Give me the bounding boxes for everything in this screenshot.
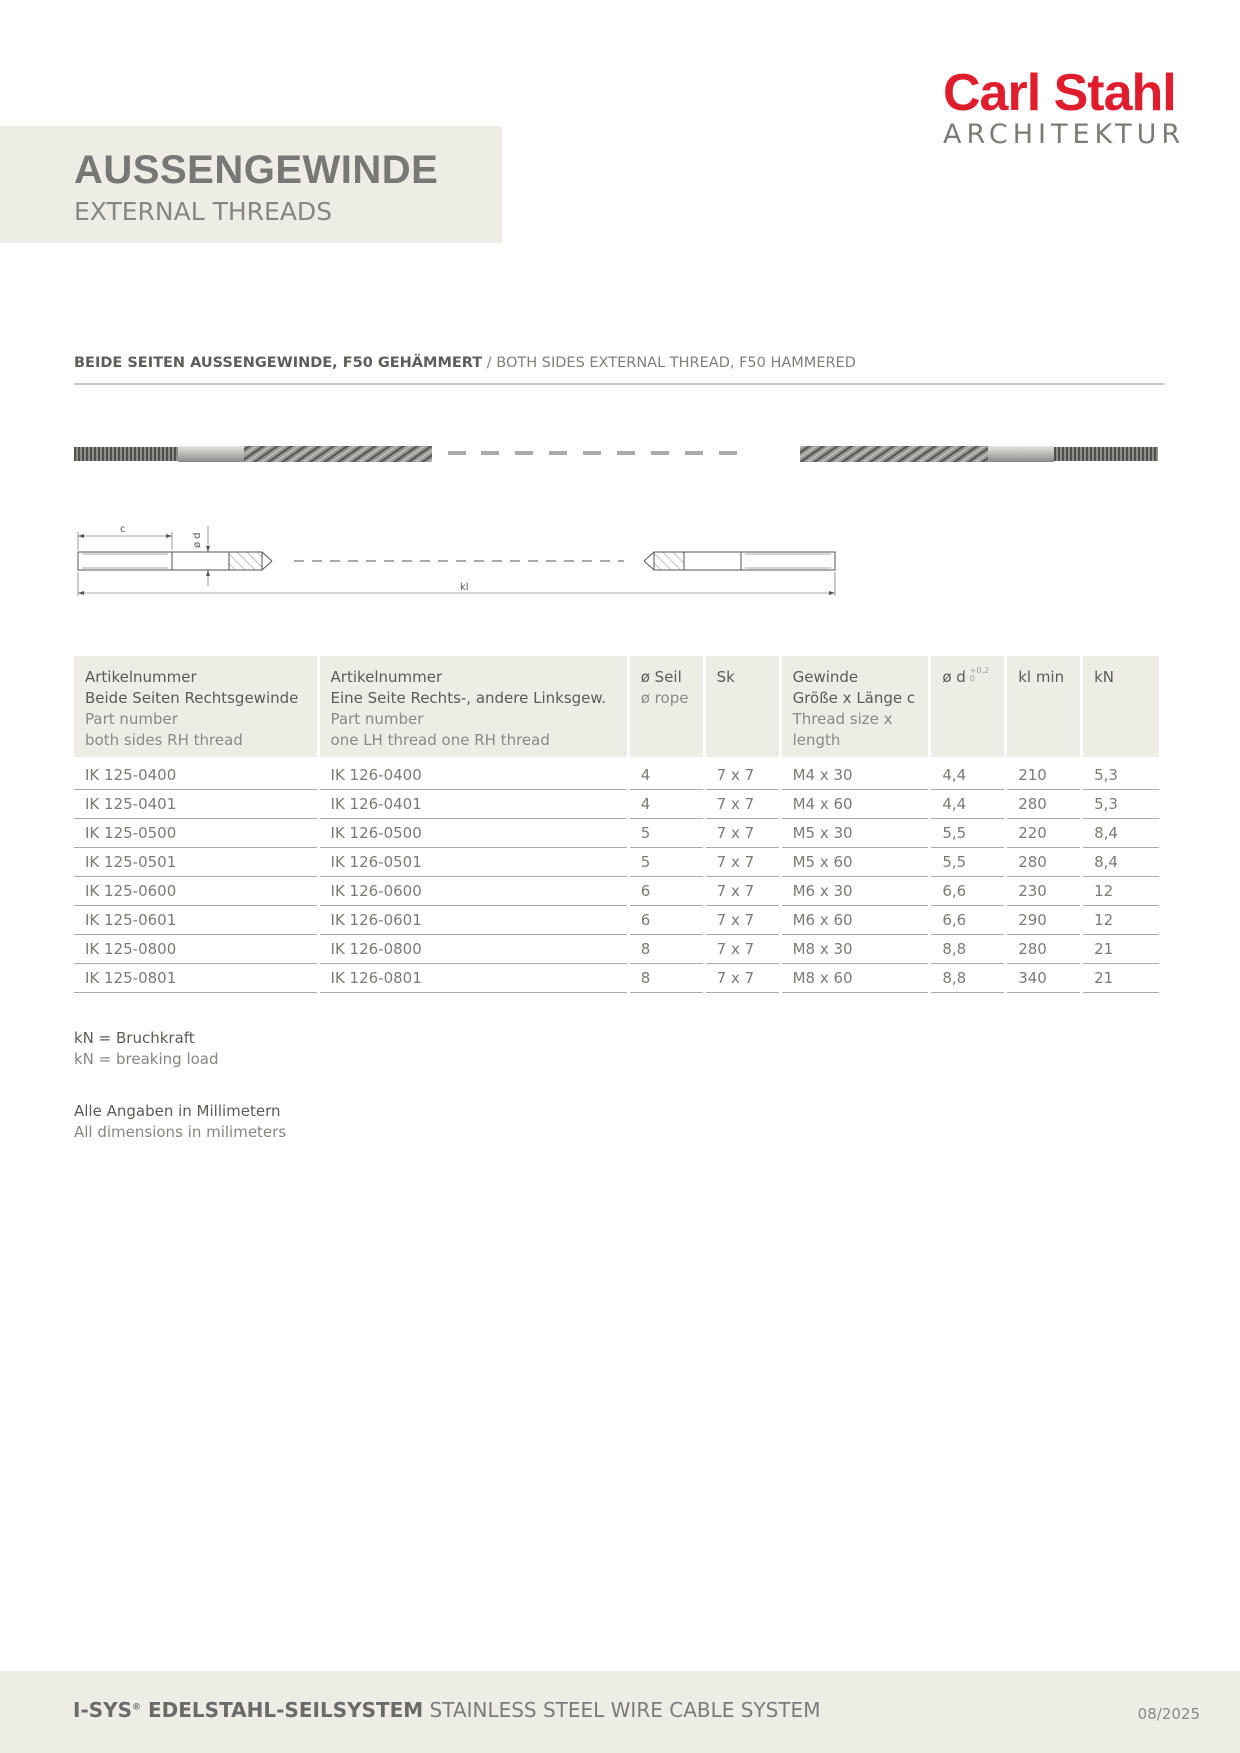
table-cell: 21 <box>1083 964 1159 993</box>
table-cell: IK 126-0600 <box>320 877 627 906</box>
table-cell: 7 x 7 <box>706 757 779 790</box>
column-header-en: Part number both sides RH thread <box>85 710 243 749</box>
section-heading <box>74 355 1165 385</box>
table-row <box>74 935 1159 964</box>
column-header <box>320 656 627 757</box>
table-cell: 5 <box>630 819 703 848</box>
table-cell: 8,4 <box>1083 819 1159 848</box>
table-cell: IK 126-0801 <box>320 964 627 993</box>
note-dimensions <box>74 1101 286 1143</box>
table-cell: 7 x 7 <box>706 848 779 877</box>
table-cell: IK 125-0500 <box>74 819 317 848</box>
table-cell: 7 x 7 <box>706 935 779 964</box>
note-en: All dimensions in milimeters <box>74 1123 287 1141</box>
table-cell: IK 125-0400 <box>74 757 317 790</box>
note-breaking-load <box>74 1028 219 1070</box>
footer-title <box>73 1698 820 1722</box>
tolerance-upper: +0,2 <box>969 666 990 675</box>
dim-c-label: c <box>120 524 126 535</box>
table-cell: 280 <box>1007 848 1080 877</box>
table-cell: M4 x 60 <box>782 790 929 819</box>
table-cell: 4 <box>630 790 703 819</box>
table-cell: 230 <box>1007 877 1080 906</box>
logo-subtitle: ARCHITEKTUR <box>943 119 1186 150</box>
column-header-de: Artikelnummer Eine Seite Rechts-, andere Linksgew. <box>330 668 607 707</box>
table-cell: 5 <box>630 848 703 877</box>
table-cell: 280 <box>1007 790 1080 819</box>
table-cell: IK 125-0600 <box>74 877 317 906</box>
note-de: Alle Angaben in Millimetern <box>74 1102 281 1120</box>
table-row <box>74 906 1159 935</box>
table-cell: M4 x 30 <box>782 757 929 790</box>
table-cell: IK 126-0501 <box>320 848 627 877</box>
table-cell: 5,5 <box>931 848 1004 877</box>
table-cell: M5 x 60 <box>782 848 929 877</box>
column-header-en: Part number one LH thread one RH thread <box>330 710 550 749</box>
table-cell: 21 <box>1083 935 1159 964</box>
note-de: kN = Bruchkraft <box>74 1029 195 1047</box>
table-cell: IK 126-0400 <box>320 757 627 790</box>
table-cell: 4,4 <box>931 790 1004 819</box>
table-cell: 8 <box>630 964 703 993</box>
table-cell: 7 x 7 <box>706 906 779 935</box>
table-cell: 7 x 7 <box>706 819 779 848</box>
cable-product-image <box>74 440 1166 466</box>
table-cell: M8 x 60 <box>782 964 929 993</box>
footer <box>0 1671 1240 1753</box>
footer-brand: I-SYS <box>73 1698 133 1722</box>
table-cell: IK 125-0601 <box>74 906 317 935</box>
table-cell: 8 <box>630 935 703 964</box>
table-cell: M6 x 30 <box>782 877 929 906</box>
page-subtitle: EXTERNAL THREADS <box>74 197 333 226</box>
page-title: AUSSENGEWINDE <box>74 148 439 192</box>
footer-english: STAINLESS STEEL WIRE CABLE SYSTEM <box>423 1698 821 1722</box>
table-cell: 340 <box>1007 964 1080 993</box>
column-header <box>1007 656 1080 757</box>
column-header <box>1083 656 1159 757</box>
table-cell: M6 x 60 <box>782 906 929 935</box>
table-cell: 220 <box>1007 819 1080 848</box>
column-header-de: kN <box>1094 668 1115 686</box>
column-header <box>706 656 779 757</box>
table-cell: 4 <box>630 757 703 790</box>
column-header <box>74 656 317 757</box>
column-header-en: Thread size x length <box>792 710 893 749</box>
column-header <box>931 656 1004 757</box>
column-header-de: kl min <box>1018 668 1065 686</box>
table-cell: IK 125-0800 <box>74 935 317 964</box>
tolerance-label <box>970 667 989 683</box>
column-header <box>782 656 929 757</box>
table-cell: IK 125-0801 <box>74 964 317 993</box>
section-heading-en: / BOTH SIDES EXTERNAL THREAD, F50 HAMMERED <box>482 355 856 371</box>
table-cell: 8,8 <box>931 964 1004 993</box>
table-cell: 8,4 <box>1083 848 1159 877</box>
tolerance-lower: 0 <box>969 674 975 683</box>
table-cell: IK 125-0501 <box>74 848 317 877</box>
table-cell: IK 126-0401 <box>320 790 627 819</box>
footer-registered-mark: ® <box>132 1702 142 1713</box>
table-cell: 7 x 7 <box>706 964 779 993</box>
column-header <box>630 656 703 757</box>
table-cell: M8 x 30 <box>782 935 929 964</box>
title-panel <box>0 126 502 243</box>
table-cell: 210 <box>1007 757 1080 790</box>
table-body <box>74 757 1159 993</box>
table-cell: 4,4 <box>931 757 1004 790</box>
brand-logo <box>943 66 1188 150</box>
column-header-de: ø Seil <box>640 668 682 686</box>
table-cell: IK 126-0800 <box>320 935 627 964</box>
table-row <box>74 757 1159 790</box>
footer-brand-rest: EDELSTAHL-SEILSYSTEM <box>141 1698 424 1722</box>
table-row <box>74 848 1159 877</box>
table-cell: 6 <box>630 877 703 906</box>
table-row <box>74 877 1159 906</box>
table-cell: IK 125-0401 <box>74 790 317 819</box>
table-cell: IK 126-0500 <box>320 819 627 848</box>
table-row <box>74 819 1159 848</box>
logo-name: Carl Stahl <box>943 64 1176 122</box>
table-cell: 5,3 <box>1083 790 1159 819</box>
table-cell: 5,5 <box>931 819 1004 848</box>
column-header-de: Gewinde Größe x Länge c <box>792 668 916 707</box>
table-cell: 290 <box>1007 906 1080 935</box>
table-cell: M5 x 30 <box>782 819 929 848</box>
section-heading-de: BEIDE SEITEN AUSSENGEWINDE, F50 GEHÄMMERT <box>74 355 483 371</box>
column-header-de: ø d <box>942 668 966 686</box>
dim-d-label: ø d <box>192 532 203 548</box>
technical-drawing <box>74 518 864 598</box>
table-cell: 12 <box>1083 906 1159 935</box>
column-header-de: Sk <box>716 668 735 686</box>
table-cell: 6 <box>630 906 703 935</box>
table-cell: 8,8 <box>931 935 1004 964</box>
table-row <box>74 790 1159 819</box>
table-cell: 7 x 7 <box>706 877 779 906</box>
table-cell: 280 <box>1007 935 1080 964</box>
table-cell: 6,6 <box>931 877 1004 906</box>
table-cell: 12 <box>1083 877 1159 906</box>
table-cell: 7 x 7 <box>706 790 779 819</box>
column-header-en: ø rope <box>640 689 689 707</box>
table-row <box>74 964 1159 993</box>
footer-date: 08/2025 <box>1137 1705 1200 1723</box>
table-cell: IK 126-0601 <box>320 906 627 935</box>
table-cell: 5,3 <box>1083 757 1159 790</box>
column-header-de: Artikelnummer Beide Seiten Rechtsgewinde <box>85 668 299 707</box>
dim-kl-label: kl <box>460 582 469 593</box>
parts-table <box>71 656 1162 993</box>
table-header-row <box>74 656 1159 757</box>
note-en: kN = breaking load <box>74 1050 219 1068</box>
table-cell: 6,6 <box>931 906 1004 935</box>
